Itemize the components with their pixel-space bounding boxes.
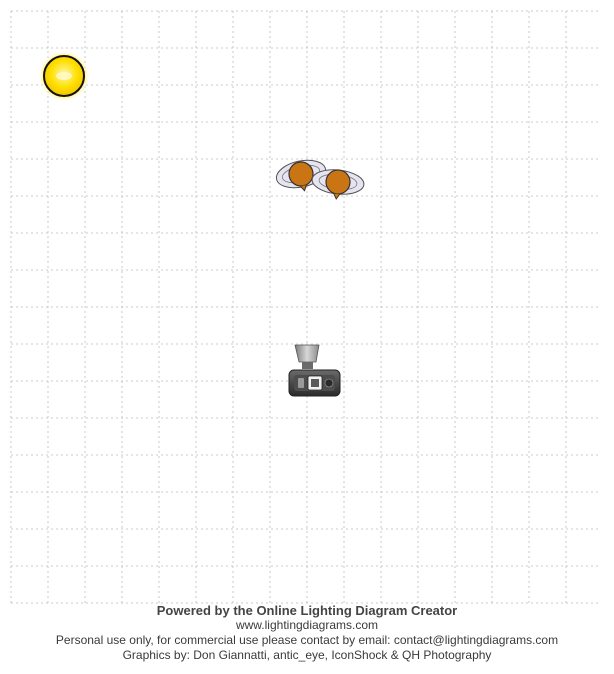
grid (11, 11, 600, 603)
license-text: Personal use only, for commercial use please contact by email: contact@lightingdiagrams.com (55, 633, 559, 647)
footer (0, 603, 614, 663)
person-top-view-icon[interactable] (310, 167, 365, 201)
sun-icon[interactable] (38, 50, 90, 102)
powered-by-text: Powered by the Online Lighting Diagram Creator (156, 603, 458, 618)
website-text: www.lightingdiagrams.com (235, 618, 379, 632)
credits-text: Graphics by: Don Giannatti, antic_eye, IconShock & QH Photography (122, 648, 492, 662)
camera-with-flash-icon[interactable] (289, 345, 340, 396)
